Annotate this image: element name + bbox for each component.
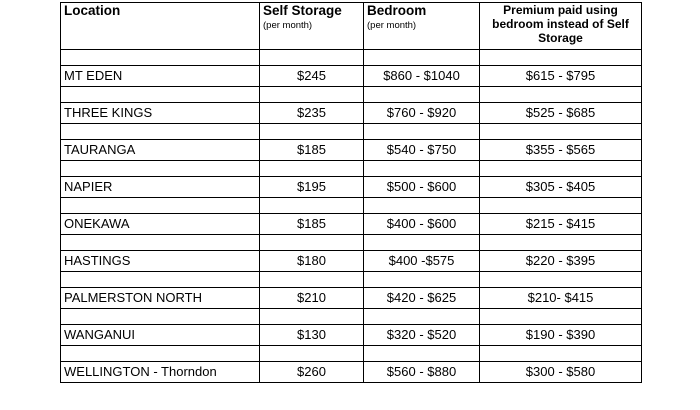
spacer-cell [61, 198, 260, 214]
spacer-cell [480, 272, 642, 288]
table-row [61, 66, 642, 87]
bedroom-cell: $760 - $920 [364, 103, 480, 124]
self-storage-cell: $185 [260, 214, 364, 235]
bedroom-cell: $420 - $625 [364, 288, 480, 309]
premium-cell: $210- $415 [480, 288, 642, 309]
spacer-row [61, 161, 642, 177]
spacer-cell [61, 346, 260, 362]
spacer-cell [260, 198, 364, 214]
premium-cell: $615 - $795 [480, 66, 642, 87]
spacer-cell [480, 198, 642, 214]
table-row [61, 214, 642, 235]
bedroom-cell: $320 - $520 [364, 325, 480, 346]
table-row [61, 362, 642, 383]
spacer-cell [480, 50, 642, 66]
location-cell: TAURANGA [61, 140, 260, 161]
table-row [61, 288, 642, 309]
bedroom-cell: $860 - $1040 [364, 66, 480, 87]
self-storage-cell: $235 [260, 103, 364, 124]
self-storage-cell: $245 [260, 66, 364, 87]
spacer-cell [260, 50, 364, 66]
table-row [61, 325, 642, 346]
spacer-cell [260, 161, 364, 177]
spacer-cell [480, 87, 642, 103]
spacer-cell [260, 124, 364, 140]
spacer-cell [480, 309, 642, 325]
table-row [61, 251, 642, 272]
spacer-row [61, 124, 642, 140]
spacer-cell [364, 272, 480, 288]
table-row [61, 103, 642, 124]
premium-cell: $300 - $580 [480, 362, 642, 383]
spacer-cell [260, 346, 364, 362]
premium-cell: $355 - $565 [480, 140, 642, 161]
self-storage-cell: $260 [260, 362, 364, 383]
header-bedroom-sub: (per month) [367, 19, 417, 31]
header-location-label: Location [64, 3, 121, 18]
spacer-row [61, 235, 642, 251]
header-bedroom-label: Bedroom [367, 3, 427, 18]
header-premium-label: Premium paid using bedroom instead of Self Storage [492, 3, 629, 45]
spacer-cell [61, 50, 260, 66]
premium-cell: $525 - $685 [480, 103, 642, 124]
self-storage-cell: $180 [260, 251, 364, 272]
spacer-cell [480, 235, 642, 251]
location-cell: HASTINGS [61, 251, 260, 272]
spacer-cell [364, 50, 480, 66]
spacer-cell [364, 161, 480, 177]
spacer-row [61, 198, 642, 214]
self-storage-cell: $185 [260, 140, 364, 161]
storage-comparison-table [60, 2, 642, 383]
spacer-cell [364, 235, 480, 251]
spacer-row [61, 87, 642, 103]
spacer-cell [480, 124, 642, 140]
location-cell: NAPIER [61, 177, 260, 198]
spacer-row [61, 50, 642, 66]
premium-cell: $215 - $415 [480, 214, 642, 235]
spacer-cell [480, 346, 642, 362]
spacer-cell [364, 309, 480, 325]
table-row [61, 177, 642, 198]
bedroom-cell: $500 - $600 [364, 177, 480, 198]
header-bedroom [364, 3, 480, 50]
bedroom-cell: $400 -$575 [364, 251, 480, 272]
premium-cell: $305 - $405 [480, 177, 642, 198]
spacer-cell [364, 346, 480, 362]
header-self-storage-label: Self Storage [263, 3, 342, 18]
spacer-cell [260, 235, 364, 251]
header-premium [480, 3, 642, 50]
spacer-row [61, 346, 642, 362]
spacer-cell [364, 124, 480, 140]
header-self-storage [260, 3, 364, 50]
self-storage-cell: $130 [260, 325, 364, 346]
spacer-cell [61, 124, 260, 140]
self-storage-cell: $195 [260, 177, 364, 198]
location-cell: THREE KINGS [61, 103, 260, 124]
spacer-row [61, 309, 642, 325]
location-cell: WANGANUI [61, 325, 260, 346]
bedroom-cell: $400 - $600 [364, 214, 480, 235]
spacer-cell [61, 161, 260, 177]
spacer-cell [61, 87, 260, 103]
spacer-cell [364, 87, 480, 103]
location-cell: PALMERSTON NORTH [61, 288, 260, 309]
spacer-row [61, 272, 642, 288]
spacer-cell [364, 198, 480, 214]
premium-cell: $190 - $390 [480, 325, 642, 346]
table-row [61, 140, 642, 161]
location-cell: ONEKAWA [61, 214, 260, 235]
bedroom-cell: $560 - $880 [364, 362, 480, 383]
bedroom-cell: $540 - $750 [364, 140, 480, 161]
self-storage-cell: $210 [260, 288, 364, 309]
header-location [61, 3, 260, 50]
header-row [61, 3, 642, 50]
location-cell: WELLINGTON - Thorndon [61, 362, 260, 383]
spacer-cell [260, 272, 364, 288]
spacer-cell [260, 87, 364, 103]
spacer-cell [61, 235, 260, 251]
spacer-cell [260, 309, 364, 325]
spacer-cell [61, 309, 260, 325]
spacer-cell [61, 272, 260, 288]
premium-cell: $220 - $395 [480, 251, 642, 272]
spacer-cell [480, 161, 642, 177]
header-self-storage-sub: (per month) [263, 19, 313, 31]
location-cell: MT EDEN [61, 66, 260, 87]
